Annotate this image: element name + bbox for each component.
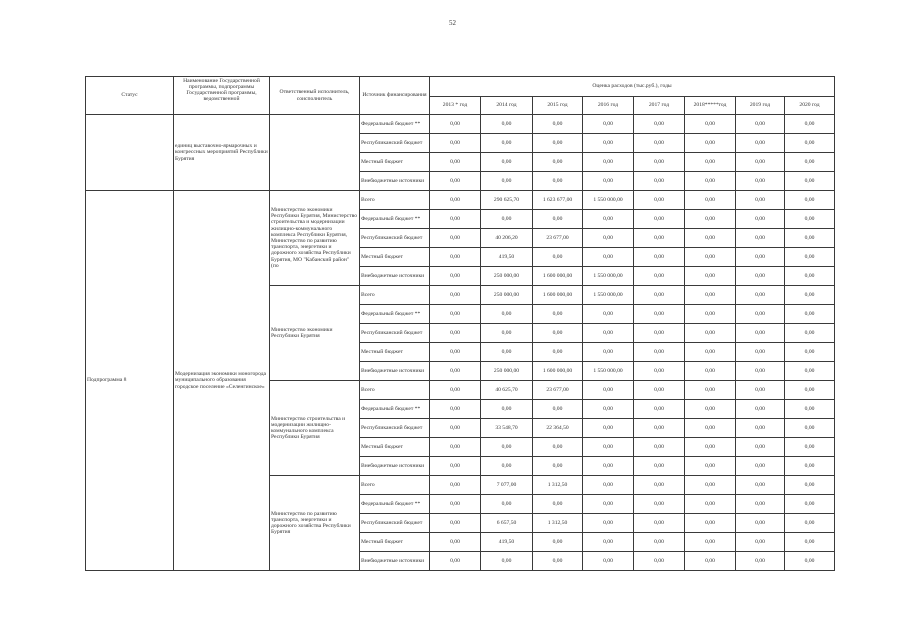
source-cell: Республиканский бюджет bbox=[360, 324, 430, 343]
value-cell: 0,00 bbox=[785, 552, 835, 571]
value-cell: 0,00 bbox=[685, 134, 736, 153]
executor-group-1: Министерство экономики Республики Бурятия, Министерство строительства и модернизации жилищно-коммунального комплекса Республики Бурятия, Министерство по развитию транспорта, энергетики и дорожного хозяйства Республики Бурятия, МО "Кабанский район" (по bbox=[270, 191, 360, 286]
value-cell: 0,00 bbox=[634, 438, 685, 457]
value-cell: 0,00 bbox=[785, 400, 835, 419]
value-cell: 0,00 bbox=[634, 191, 685, 210]
value-cell: 0,00 bbox=[785, 305, 835, 324]
value-cell: 0,00 bbox=[533, 134, 583, 153]
subprogram-8-name: Модернизация экономики моногорода муниципального образования городское поселение «Селенгинское» bbox=[174, 191, 270, 571]
value-cell: 0,00 bbox=[430, 229, 481, 248]
value-cell: 1 312,50 bbox=[533, 476, 583, 495]
value-cell: 0,00 bbox=[736, 381, 785, 400]
value-cell: 0,00 bbox=[481, 457, 533, 476]
value-cell: 0,00 bbox=[785, 438, 835, 457]
source-cell: Всего bbox=[360, 286, 430, 305]
value-cell: 0,00 bbox=[685, 381, 736, 400]
value-cell: 0,00 bbox=[736, 248, 785, 267]
value-cell: 0,00 bbox=[736, 286, 785, 305]
executor-cell-top bbox=[270, 115, 360, 191]
value-cell: 0,00 bbox=[634, 267, 685, 286]
value-cell: 0,00 bbox=[785, 419, 835, 438]
value-cell: 0,00 bbox=[430, 267, 481, 286]
value-cell: 0,00 bbox=[481, 438, 533, 457]
value-cell: 0,00 bbox=[736, 305, 785, 324]
value-cell: 0,00 bbox=[533, 324, 583, 343]
value-cell: 22 364,50 bbox=[533, 419, 583, 438]
value-cell: 0,00 bbox=[533, 210, 583, 229]
source-cell: Местный бюджет bbox=[360, 248, 430, 267]
value-cell: 0,00 bbox=[634, 153, 685, 172]
value-cell: 0,00 bbox=[685, 210, 736, 229]
value-cell: 0,00 bbox=[583, 248, 634, 267]
table-row bbox=[86, 115, 835, 134]
value-cell: 0,00 bbox=[430, 191, 481, 210]
source-cell: Республиканский бюджет bbox=[360, 419, 430, 438]
value-cell: 0,00 bbox=[481, 115, 533, 134]
value-cell: 0,00 bbox=[430, 134, 481, 153]
value-cell: 0,00 bbox=[430, 514, 481, 533]
value-cell: 1 600 000,00 bbox=[533, 267, 583, 286]
value-cell: 0,00 bbox=[481, 324, 533, 343]
value-cell: 0,00 bbox=[533, 153, 583, 172]
value-cell: 0,00 bbox=[736, 495, 785, 514]
value-cell: 0,00 bbox=[481, 153, 533, 172]
value-cell: 0,00 bbox=[430, 419, 481, 438]
value-cell: 419,50 bbox=[481, 533, 533, 552]
value-cell: 0,00 bbox=[685, 286, 736, 305]
value-cell: 0,00 bbox=[685, 305, 736, 324]
value-cell: 0,00 bbox=[430, 153, 481, 172]
value-cell: 0,00 bbox=[634, 381, 685, 400]
value-cell: 0,00 bbox=[736, 153, 785, 172]
value-cell: 0,00 bbox=[634, 286, 685, 305]
value-cell: 40 625,70 bbox=[481, 381, 533, 400]
value-cell: 0,00 bbox=[430, 210, 481, 229]
value-cell: 0,00 bbox=[685, 514, 736, 533]
value-cell: 0,00 bbox=[583, 514, 634, 533]
value-cell: 1 312,50 bbox=[533, 514, 583, 533]
source-cell: Внебюджетные источники bbox=[360, 457, 430, 476]
value-cell: 0,00 bbox=[430, 457, 481, 476]
value-cell: 0,00 bbox=[583, 552, 634, 571]
value-cell: 0,00 bbox=[481, 552, 533, 571]
value-cell: 0,00 bbox=[785, 362, 835, 381]
value-cell: 0,00 bbox=[736, 438, 785, 457]
value-cell: 0,00 bbox=[583, 229, 634, 248]
value-cell: 0,00 bbox=[785, 457, 835, 476]
value-cell: 0,00 bbox=[634, 552, 685, 571]
source-cell: Внебюджетные источники bbox=[360, 552, 430, 571]
value-cell: 0,00 bbox=[685, 267, 736, 286]
source-cell: Внебюджетные источники bbox=[360, 267, 430, 286]
value-cell: 290 625,70 bbox=[481, 191, 533, 210]
value-cell: 0,00 bbox=[685, 172, 736, 191]
source-cell: Внебюджетные источники bbox=[360, 362, 430, 381]
value-cell: 0,00 bbox=[685, 115, 736, 134]
status-subprogram-8: Подпрограмма 8 bbox=[86, 191, 174, 571]
value-cell: 0,00 bbox=[634, 514, 685, 533]
value-cell: 33 548,70 bbox=[481, 419, 533, 438]
value-cell: 0,00 bbox=[736, 210, 785, 229]
value-cell: 0,00 bbox=[685, 552, 736, 571]
year-2016: 2016 год bbox=[583, 97, 634, 115]
program-name-cell-top: единиц выставочно-ярмарочных и конгрессных мероприятий Республики Бурятия bbox=[174, 115, 270, 191]
source-cell: Федеральный бюджет ** bbox=[360, 495, 430, 514]
value-cell: 1 550 000,00 bbox=[583, 191, 634, 210]
value-cell: 0,00 bbox=[785, 381, 835, 400]
value-cell: 0,00 bbox=[785, 134, 835, 153]
value-cell: 0,00 bbox=[583, 210, 634, 229]
value-cell: 0,00 bbox=[533, 552, 583, 571]
status-cell-top bbox=[86, 115, 174, 191]
value-cell: 0,00 bbox=[736, 476, 785, 495]
header-estimate: Оценка расходов (тыс.руб.), годы bbox=[430, 77, 835, 97]
value-cell: 0,00 bbox=[533, 400, 583, 419]
header-status: Статус bbox=[86, 77, 174, 115]
table-row bbox=[86, 191, 835, 210]
value-cell: 0,00 bbox=[634, 419, 685, 438]
value-cell: 0,00 bbox=[685, 438, 736, 457]
executor-group-4: Министерство по развитию транспорта, энергетики и дорожного хозяйства Республики Бурятия bbox=[270, 476, 360, 571]
source-cell: Местный бюджет bbox=[360, 343, 430, 362]
value-cell: 0,00 bbox=[430, 248, 481, 267]
value-cell: 0,00 bbox=[736, 172, 785, 191]
source-cell: Федеральный бюджет ** bbox=[360, 210, 430, 229]
value-cell: 0,00 bbox=[430, 362, 481, 381]
value-cell: 0,00 bbox=[430, 115, 481, 134]
value-cell: 0,00 bbox=[685, 533, 736, 552]
value-cell: 0,00 bbox=[685, 191, 736, 210]
source-cell: Республиканский бюджет bbox=[360, 134, 430, 153]
value-cell: 0,00 bbox=[634, 457, 685, 476]
budget-table bbox=[85, 76, 835, 571]
value-cell: 419,50 bbox=[481, 248, 533, 267]
source-cell: Местный бюджет bbox=[360, 533, 430, 552]
source-cell: Местный бюджет bbox=[360, 438, 430, 457]
value-cell: 0,00 bbox=[634, 248, 685, 267]
value-cell: 0,00 bbox=[430, 172, 481, 191]
value-cell: 0,00 bbox=[685, 343, 736, 362]
value-cell: 0,00 bbox=[430, 552, 481, 571]
value-cell: 0,00 bbox=[533, 172, 583, 191]
year-2019: 2019 год bbox=[736, 97, 785, 115]
value-cell: 0,00 bbox=[481, 343, 533, 362]
value-cell: 0,00 bbox=[583, 495, 634, 514]
header-row bbox=[86, 77, 835, 97]
value-cell: 0,00 bbox=[481, 400, 533, 419]
source-cell: Местный бюджет bbox=[360, 153, 430, 172]
value-cell: 0,00 bbox=[533, 533, 583, 552]
value-cell: 0,00 bbox=[583, 419, 634, 438]
source-cell: Федеральный бюджет ** bbox=[360, 305, 430, 324]
value-cell: 1 550 000,00 bbox=[583, 286, 634, 305]
source-cell: Республиканский бюджет bbox=[360, 229, 430, 248]
value-cell: 0,00 bbox=[736, 324, 785, 343]
value-cell: 0,00 bbox=[583, 476, 634, 495]
value-cell: 0,00 bbox=[634, 400, 685, 419]
value-cell: 0,00 bbox=[634, 134, 685, 153]
value-cell: 0,00 bbox=[736, 229, 785, 248]
value-cell: 0,00 bbox=[583, 343, 634, 362]
value-cell: 0,00 bbox=[583, 305, 634, 324]
value-cell: 0,00 bbox=[430, 343, 481, 362]
executor-group-3: Министерство строительства и модернизации жилищно-коммунального комплекса Республики Бурятия bbox=[270, 381, 360, 476]
value-cell: 0,00 bbox=[785, 533, 835, 552]
source-cell: Внебюджетные источники bbox=[360, 172, 430, 191]
header-program-name bbox=[174, 77, 270, 115]
value-cell: 0,00 bbox=[430, 400, 481, 419]
value-cell: 0,00 bbox=[736, 552, 785, 571]
value-cell: 0,00 bbox=[736, 457, 785, 476]
value-cell: 0,00 bbox=[634, 305, 685, 324]
value-cell: 0,00 bbox=[481, 305, 533, 324]
value-cell: 0,00 bbox=[785, 267, 835, 286]
value-cell: 1 623 677,00 bbox=[533, 191, 583, 210]
year-2018: 2018*****год bbox=[685, 97, 736, 115]
value-cell: 0,00 bbox=[736, 115, 785, 134]
source-cell: Всего bbox=[360, 381, 430, 400]
value-cell: 0,00 bbox=[736, 533, 785, 552]
value-cell: 0,00 bbox=[583, 172, 634, 191]
source-cell: Всего bbox=[360, 191, 430, 210]
value-cell: 40 206,20 bbox=[481, 229, 533, 248]
value-cell: 0,00 bbox=[430, 286, 481, 305]
value-cell: 0,00 bbox=[583, 134, 634, 153]
value-cell: 0,00 bbox=[634, 210, 685, 229]
value-cell: 0,00 bbox=[634, 343, 685, 362]
value-cell: 6 657,50 bbox=[481, 514, 533, 533]
value-cell: 0,00 bbox=[785, 172, 835, 191]
value-cell: 0,00 bbox=[533, 115, 583, 134]
value-cell: 0,00 bbox=[785, 476, 835, 495]
value-cell: 0,00 bbox=[634, 476, 685, 495]
value-cell: 0,00 bbox=[533, 438, 583, 457]
value-cell: 0,00 bbox=[481, 134, 533, 153]
value-cell: 0,00 bbox=[736, 343, 785, 362]
value-cell: 0,00 bbox=[785, 514, 835, 533]
value-cell: 0,00 bbox=[685, 362, 736, 381]
value-cell: 0,00 bbox=[736, 400, 785, 419]
year-2014: 2014 год bbox=[481, 97, 533, 115]
value-cell: 0,00 bbox=[634, 533, 685, 552]
value-cell: 0,00 bbox=[533, 495, 583, 514]
value-cell: 0,00 bbox=[685, 495, 736, 514]
value-cell: 0,00 bbox=[685, 229, 736, 248]
value-cell: 0,00 bbox=[634, 172, 685, 191]
value-cell: 0,00 bbox=[430, 305, 481, 324]
value-cell: 1 550 000,00 bbox=[583, 362, 634, 381]
value-cell: 0,00 bbox=[685, 457, 736, 476]
value-cell: 0,00 bbox=[481, 210, 533, 229]
value-cell: 0,00 bbox=[785, 495, 835, 514]
source-cell: Федеральный бюджет ** bbox=[360, 115, 430, 134]
value-cell: 0,00 bbox=[685, 400, 736, 419]
value-cell: 0,00 bbox=[736, 267, 785, 286]
value-cell: 0,00 bbox=[634, 495, 685, 514]
value-cell: 7 077,00 bbox=[481, 476, 533, 495]
value-cell: 0,00 bbox=[583, 324, 634, 343]
value-cell: 0,00 bbox=[533, 343, 583, 362]
header-source: Источник финансирования bbox=[360, 77, 430, 115]
value-cell: 0,00 bbox=[785, 286, 835, 305]
value-cell: 0,00 bbox=[785, 115, 835, 134]
value-cell: 0,00 bbox=[736, 362, 785, 381]
value-cell: 0,00 bbox=[785, 153, 835, 172]
value-cell: 0,00 bbox=[736, 134, 785, 153]
value-cell: 23 677,00 bbox=[533, 229, 583, 248]
value-cell: 23 677,00 bbox=[533, 381, 583, 400]
value-cell: 0,00 bbox=[785, 343, 835, 362]
source-cell: Федеральный бюджет ** bbox=[360, 400, 430, 419]
value-cell: 0,00 bbox=[430, 381, 481, 400]
value-cell: 0,00 bbox=[430, 324, 481, 343]
header-program-name-text: Наименование Государственной программы, подпрограммы Государственной программы, ведомственной bbox=[183, 77, 260, 103]
value-cell: 0,00 bbox=[785, 191, 835, 210]
source-cell: Республиканский бюджет bbox=[360, 514, 430, 533]
value-cell: 250 000,00 bbox=[481, 267, 533, 286]
value-cell: 0,00 bbox=[736, 419, 785, 438]
value-cell: 0,00 bbox=[533, 248, 583, 267]
year-2013: 2013 * год bbox=[430, 97, 481, 115]
value-cell: 0,00 bbox=[583, 438, 634, 457]
value-cell: 0,00 bbox=[634, 362, 685, 381]
value-cell: 1 600 000,00 bbox=[533, 362, 583, 381]
value-cell: 0,00 bbox=[785, 210, 835, 229]
value-cell: 0,00 bbox=[685, 419, 736, 438]
value-cell: 0,00 bbox=[736, 191, 785, 210]
value-cell: 0,00 bbox=[583, 400, 634, 419]
value-cell: 0,00 bbox=[785, 324, 835, 343]
value-cell: 0,00 bbox=[533, 305, 583, 324]
value-cell: 0,00 bbox=[583, 457, 634, 476]
year-2017: 2017 год bbox=[634, 97, 685, 115]
value-cell: 0,00 bbox=[634, 115, 685, 134]
source-cell: Всего bbox=[360, 476, 430, 495]
value-cell: 0,00 bbox=[634, 324, 685, 343]
value-cell: 0,00 bbox=[481, 172, 533, 191]
value-cell: 0,00 bbox=[430, 495, 481, 514]
value-cell: 0,00 bbox=[583, 115, 634, 134]
value-cell: 250 000,00 bbox=[481, 286, 533, 305]
value-cell: 0,00 bbox=[785, 229, 835, 248]
page-number: 52 bbox=[449, 19, 456, 27]
value-cell: 1 600 000,00 bbox=[533, 286, 583, 305]
value-cell: 0,00 bbox=[685, 324, 736, 343]
value-cell: 0,00 bbox=[583, 533, 634, 552]
year-2015: 2015 год bbox=[533, 97, 583, 115]
year-2020: 2020 год bbox=[785, 97, 835, 115]
value-cell: 0,00 bbox=[634, 229, 685, 248]
value-cell: 0,00 bbox=[583, 153, 634, 172]
value-cell: 0,00 bbox=[583, 381, 634, 400]
executor-group-2: Министерство экономики Республики Бурятия bbox=[270, 286, 360, 381]
header-executor: Ответственный исполнитель, соисполнитель bbox=[270, 77, 360, 115]
value-cell: 0,00 bbox=[533, 457, 583, 476]
value-cell: 250 000,00 bbox=[481, 362, 533, 381]
value-cell: 0,00 bbox=[685, 248, 736, 267]
value-cell: 0,00 bbox=[430, 438, 481, 457]
value-cell: 0,00 bbox=[736, 514, 785, 533]
value-cell: 0,00 bbox=[685, 476, 736, 495]
value-cell: 0,00 bbox=[785, 248, 835, 267]
value-cell: 0,00 bbox=[430, 476, 481, 495]
value-cell: 0,00 bbox=[685, 153, 736, 172]
value-cell: 1 550 000,00 bbox=[583, 267, 634, 286]
value-cell: 0,00 bbox=[430, 533, 481, 552]
value-cell: 0,00 bbox=[481, 495, 533, 514]
